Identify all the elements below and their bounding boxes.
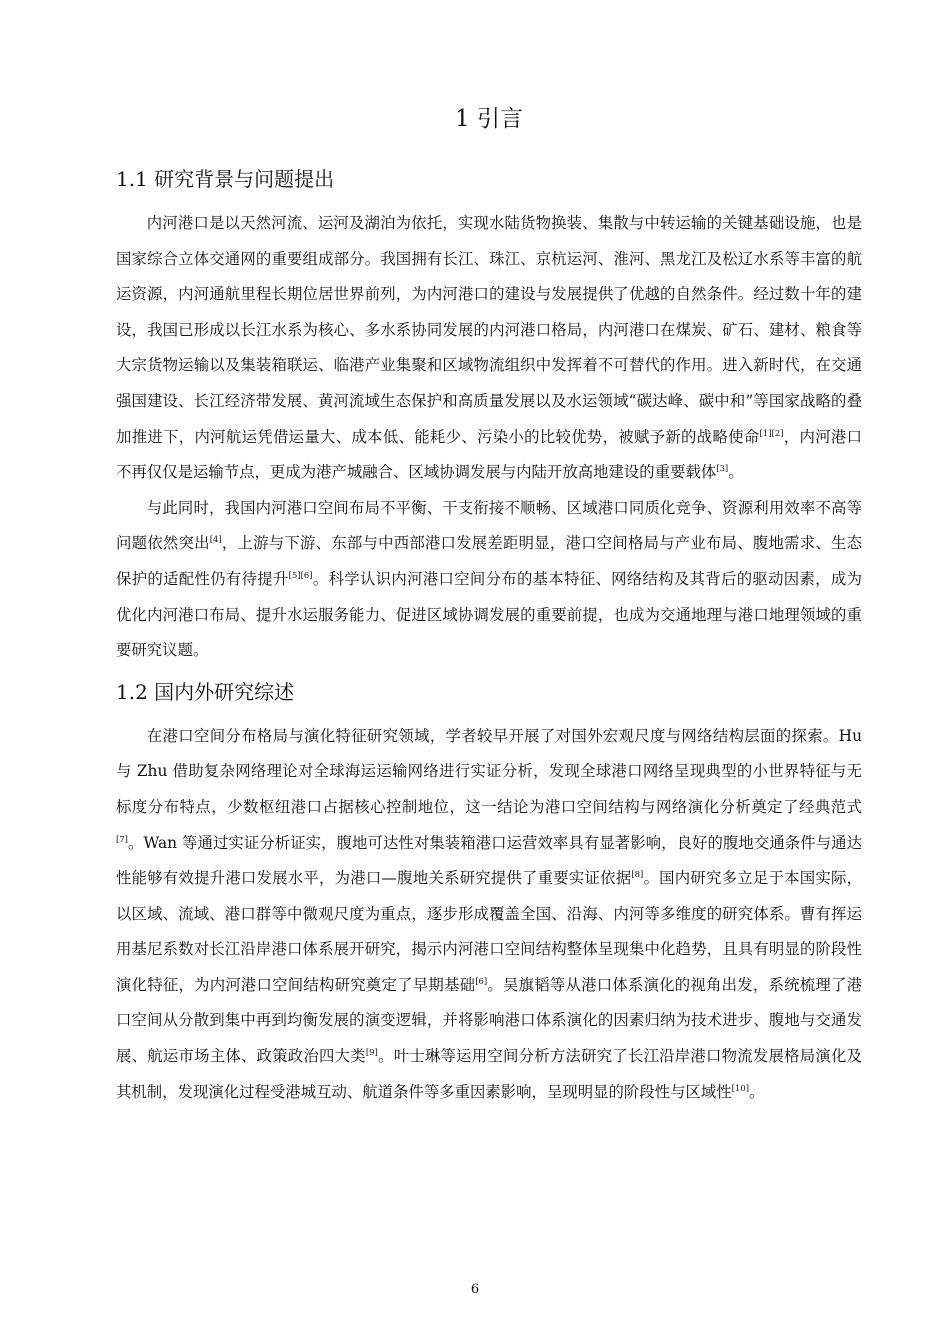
paragraph-text: ，上游与下游、东部与中西部港口发展差距明显，港口空间格局与产业布局、腹地需求、生态保护的适配性仍有待提升 [116,534,862,588]
paragraph-text: 。 [728,463,744,482]
paragraph-text: 。叶士琳等运用空间分析方法研究了长江沿岸港口物流发展格局演化及其机制，发现演化过程受港城互动、航道条件等多重因素影响，呈现明显的阶段性与区域性 [116,1047,862,1101]
paragraph-text: 。Wan 等通过实证分析证实，腹地可达性对集装箱港口运营效率具有显著影响，良好的腹地交通条件与通达性能够有效提升港口发展水平，为港口—腹地关系研究提供了重要实证依据 [116,833,862,888]
paragraph-text: ，内河港口不再仅仅是运输节点，更成为港产城融合、区域协调发展与内陆开放高地建设的重要载体 [116,427,862,482]
paragraph-text: 。吴旗韬等从港口体系演化的视角出发，系统梳理了港口空间从分散到集中再到均衡发展的演变逻辑，并将影响港口体系演化的因素归纳为技术进步、腹地与交通发展、航运市场主体、政策政治四大类 [116,975,862,1066]
paragraph-text: 。国内研究多立足于本国实际，以区域、流域、港口群等中微观尺度为重点，逐步形成覆盖全国、沿海、内河等多维度的研究体系。曹有挥运用基尼系数对长江沿岸港口体系展开研究，揭示内河港口空间结构整体呈现集中化趋势，且具有明显的阶段性演化特征，为内河港口空间结构研究奠定了早期基础 [116,869,862,994]
citation-ref: [6] [475,975,488,986]
citation-ref: [10] [731,1082,749,1093]
paragraph-text: 。 [749,1082,765,1101]
citation-ref: [9] [365,1047,378,1058]
paragraph-text: 内河港口是以天然河流、运河及湖泊为依托，实现水陆货物换装、集散与中转运输的关键基础设施，也是国家综合立体交通网的重要组成部分。我国拥有长江、珠江、京杭运河、淮河、黑龙江及松辽水系等丰富的航运资源，内河通航里程长期位居世界前列，为内河港口的建设与发展提供了优越的自然条件。经过数十年的建设，我国已形成以长江水系为核心、多水系协同发展的内河港口格局，内河港口在煤炭、矿石、建材、粮食等大宗货物运输以及集装箱联运、临港产业集聚和区域物流组织中发挥着不可替代的作用。进入新时代，在交通强国建设、长江经济带发展、黄河流域生态保护和高质量发展以及水运领域“碳达峰、碳中和”等国家战略的叠加推进下，内河航运凭借运量大、成本低、能耗少、污染小的比较优势，被赋予新的战略使命 [116,214,862,446]
section-body [116,719,862,1111]
paragraph-text: 与此同时，我国内河港口空间布局不平衡、干支衔接不顺畅、区域港口同质化竞争、资源利用效率不高等问题依然突出 [116,498,862,553]
citation-ref: [3] [716,463,729,474]
citation-ref: [5][6] [288,570,313,581]
paragraph-text: 在港口空间分布格局与演化特征研究领域，学者较早开展了对国外宏观尺度与网络结构层面的探索。Hu 与 Zhu 借助复杂网络理论对全球海运运输网络进行实证分析，发现全球港口网络呈现典型的小世界特征与无标度分布特点，少数枢纽港口占据核心控制地位，这一结论为港口空间结构与网络演化分析奠定了经典范式 [116,726,862,816]
citation-ref: [7] [116,833,128,844]
chapter-title: 1 引言 [455,106,523,132]
section-title: 1.1 研究背景与问题提出 [116,167,335,191]
citation-ref: [1][2] [759,427,784,438]
paragraph-text: 。科学认识内河港口空间分布的基本特征、网络结构及其背后的驱动因素，成为优化内河港口布局、提升水运服务能力、促进区域协调发展的重要前提，也成为交通地理与港口地理领域的重要研究议题。 [116,569,862,660]
citation-ref: [8] [631,869,644,880]
section-body [116,206,862,669]
body-paragraph [116,491,862,669]
page-number: 6 [470,1282,480,1297]
section-title: 1.2 国内外研究综述 [116,679,295,704]
citation-ref: [4] [209,534,222,545]
body-paragraph [116,206,862,491]
body-paragraph [116,719,862,1111]
